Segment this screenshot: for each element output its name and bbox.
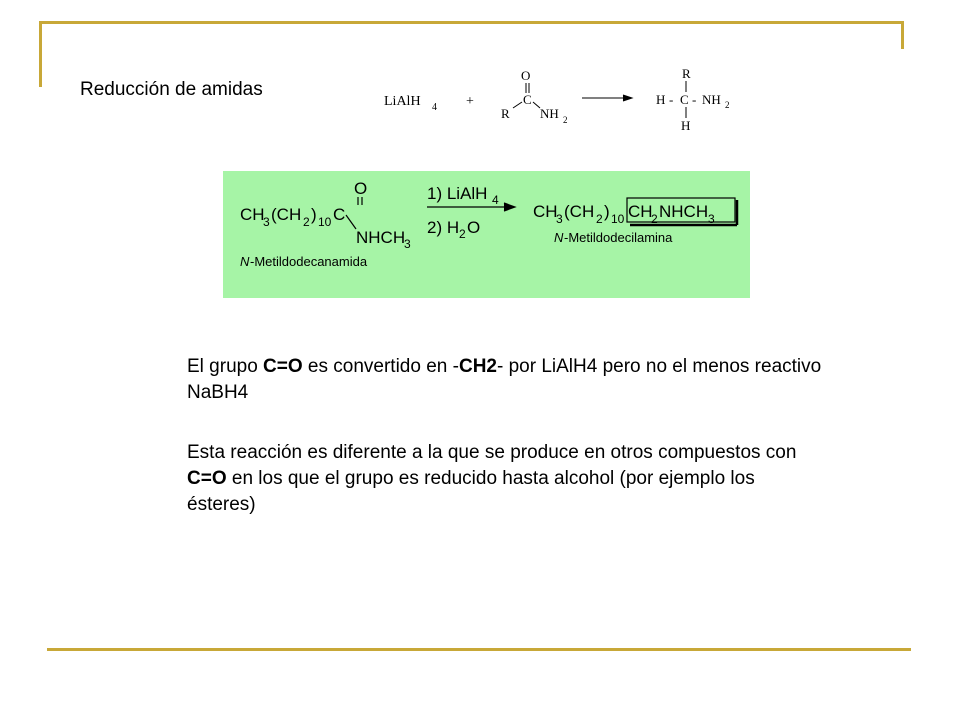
plus-sign: + [466,94,474,109]
step-2-reagent: 2) H [427,218,460,237]
step-1-reagent: 1) LiAlH [427,184,488,203]
amide-oxygen: O [521,68,531,83]
product-nh: NH [702,92,721,107]
reactant-name-n: N [240,254,250,269]
reagent-lialh: LiAlH [384,94,421,109]
p1-bold-ch2: CH2 [458,356,497,377]
product-r-group: R [682,66,691,81]
example-arrowhead [504,203,515,211]
product-sub-1: 3 [556,212,563,226]
product-nhch: NHCH [659,202,709,221]
product-dash-left: - [669,92,674,107]
product-nh-subscript: 2 [725,100,730,110]
amide-r-group: R [501,106,510,121]
paragraph-reduction [187,354,827,406]
amide-nh-subscript: 2 [563,115,568,125]
reactant-sub-3: 10 [318,215,332,229]
reactant-carbon: C [333,205,346,224]
reactant-sub-1: 3 [263,215,270,229]
p2-text-2: en los que el grupo es reducido hasta alcohol (por ejemplo los ésteres) [187,468,755,515]
reactant-sub-4: 3 [404,237,411,251]
product-h-bottom: H [681,118,691,133]
product-sub-2: 2 [596,212,603,226]
p1-bold-co: C=O [263,356,303,377]
reactant-paren-1: (CH [271,205,302,224]
product-name-n: N [554,230,564,245]
reactant-name: -Metildodecanamida [250,254,368,269]
reactant-sub-2: 2 [303,215,310,229]
p1-text-3: - por LiAlH4 pero no el menos reactivo NaBH4 [187,356,822,403]
reactant-oxygen: O [354,179,368,198]
p1-text-2: es convertido en - [302,356,459,377]
example-cn-bond [346,215,356,229]
reactant-nhch: NHCH [356,228,406,247]
reactant-paren-2: ) [311,205,317,224]
amide-carbon: C [523,92,532,107]
product-paren-1: (CH [564,202,595,221]
product-ch2: CH [628,202,653,221]
product-sub-5: 3 [708,212,715,226]
product-sub-3: 10 [611,212,625,226]
p2-bold-co: C=O [187,468,227,489]
product-dash-right: - [692,92,697,107]
product-ch: CH [533,202,558,221]
product-carbon: C [680,92,689,107]
reagent-subscript: 4 [432,102,437,113]
step-2-subscript: 2 [459,227,466,241]
reactant-ch: CH [240,205,265,224]
step-2-oxygen: O [467,218,481,237]
p1-text-1: El grupo [187,356,264,377]
slide-title: Reducción de amidas [80,79,263,100]
paragraph-comparison [187,440,827,518]
p2-text-1: Esta reacción es diferente a la que se produce en otros compuestos con [187,442,797,463]
product-name: -Metildodecilamina [564,230,673,245]
amide-nh: NH [540,106,559,121]
product-h-left: H [656,92,666,107]
step-1-subscript: 4 [492,193,499,207]
product-paren-2: ) [604,202,610,221]
product-sub-4: 2 [651,212,658,226]
